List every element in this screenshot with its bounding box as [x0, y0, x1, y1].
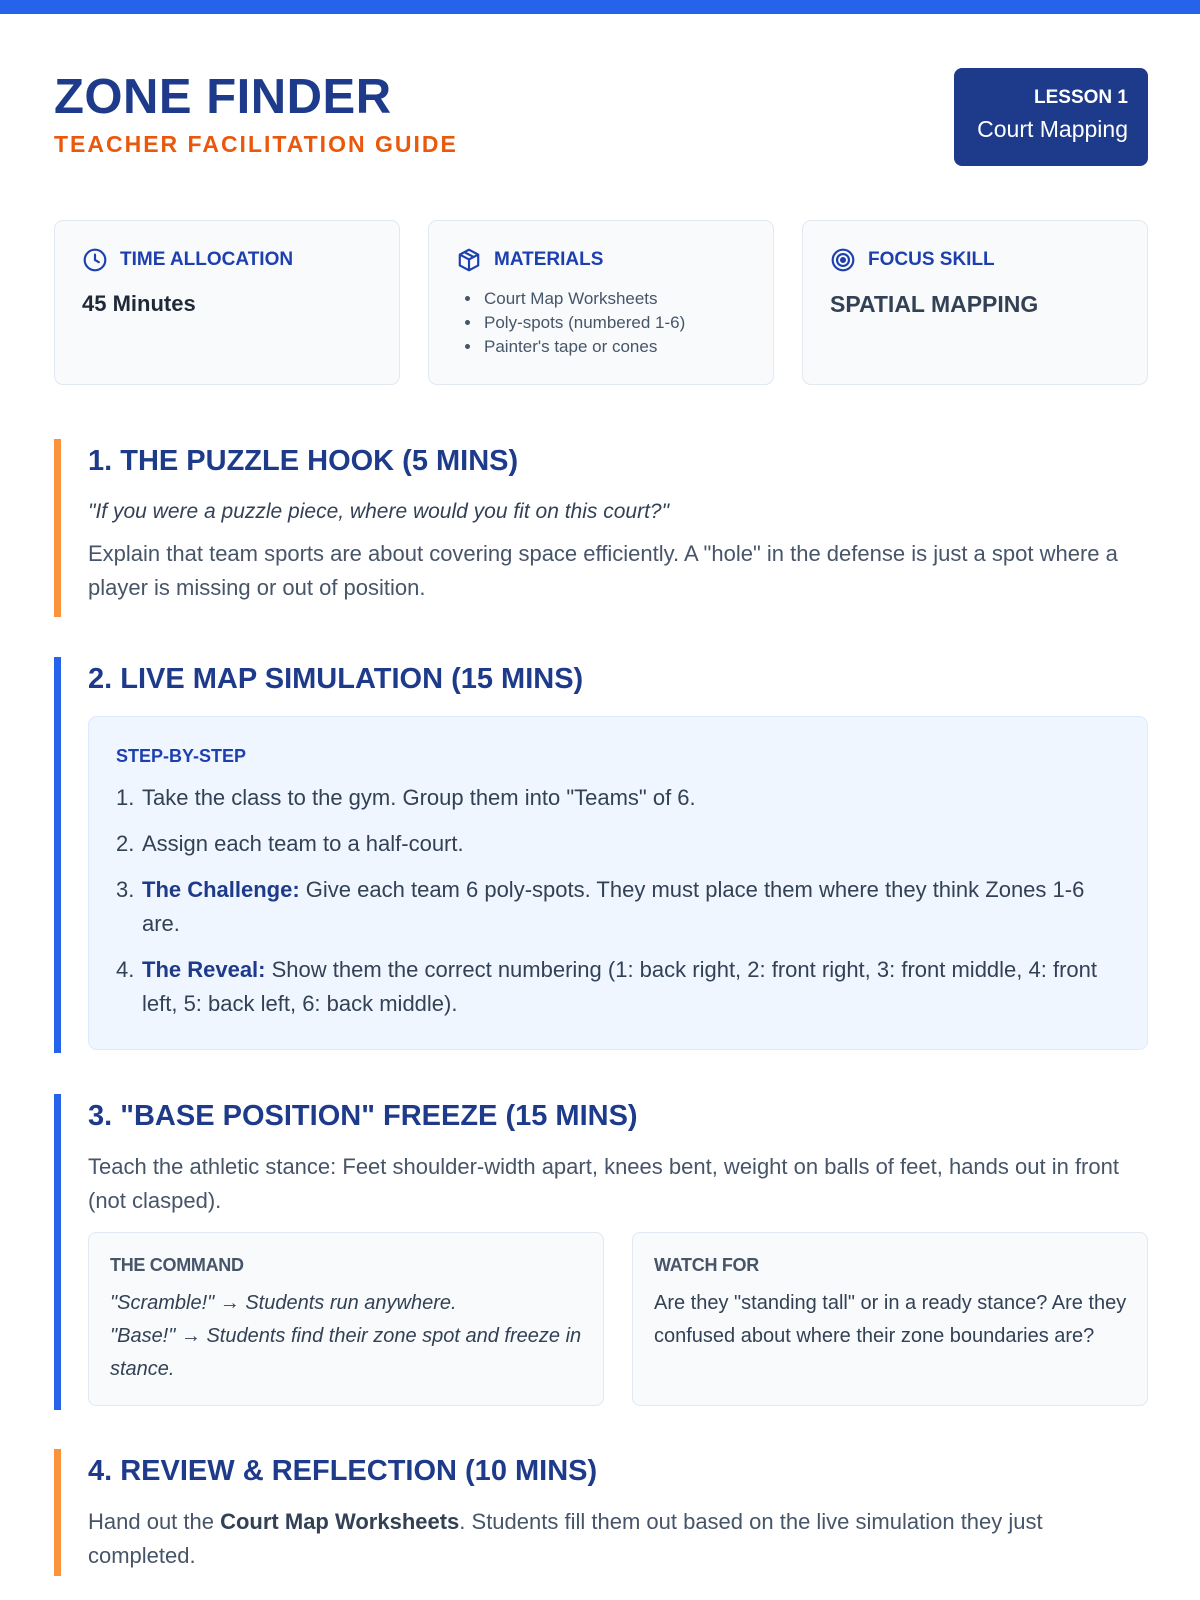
- section-title: 2. LIVE MAP SIMULATION (15 MINS): [88, 663, 584, 695]
- command-label: THE COMMAND: [110, 1255, 244, 1275]
- review-text-bold: Court Map Worksheets: [220, 1509, 460, 1534]
- step-item: [116, 873, 1119, 941]
- clock-icon: [82, 247, 108, 273]
- materials-label: MATERIALS: [494, 249, 604, 270]
- watch-text: Are they "standing tall" or in a ready stance? Are they confused about where their zone boundaries are?: [654, 1292, 1127, 1347]
- steps-label: STEP-BY-STEP: [116, 746, 247, 766]
- step-bold: The Challenge:: [142, 877, 300, 902]
- step-bold: The Reveal:: [142, 957, 266, 982]
- command-text: [110, 1287, 583, 1386]
- hook-quote: "If you were a puzzle piece, where would you fit on this court?": [88, 500, 670, 523]
- step-item: [116, 827, 1119, 861]
- materials-item: • Painter's tape or cones: [482, 335, 746, 359]
- step-number: 3.: [116, 877, 135, 902]
- review-text-after: . Students fill them out based on the live simulation they just completed.: [88, 1509, 1043, 1568]
- step-number: 4.: [116, 957, 135, 982]
- step-number: 2.: [116, 831, 135, 856]
- section-accent-bar: [54, 1449, 61, 1576]
- steps-box: [88, 716, 1148, 1050]
- section-title: 4. REVIEW & REFLECTION (10 MINS): [88, 1455, 598, 1487]
- target-icon: [830, 247, 856, 273]
- page-header: [54, 72, 1148, 172]
- materials-item: • Poly-spots (numbered 1-6): [482, 311, 746, 335]
- lesson-number: LESSON 1: [1034, 87, 1128, 108]
- page-title: ZONE FINDER: [54, 70, 392, 124]
- section-title: 3. "BASE POSITION" FREEZE (15 MINS): [88, 1100, 638, 1132]
- steps-list: [116, 781, 1119, 1021]
- section-text: Explain that team sports are about covering space efficiently. A "hole" in the defense is just a spot where a player is missing or out of position.: [88, 541, 1118, 600]
- lesson-badge: [954, 68, 1148, 166]
- focus-label: FOCUS SKILL: [868, 249, 995, 270]
- lesson-name: Court Mapping: [977, 116, 1128, 142]
- command-line: "Scramble!" → Students run anywhere.: [110, 1292, 457, 1314]
- section-review: [54, 1449, 1148, 1576]
- command-watch-row: [88, 1232, 1148, 1406]
- materials-list: [456, 287, 746, 359]
- time-label: TIME ALLOCATION: [120, 249, 294, 270]
- top-accent-bar: [0, 0, 1200, 14]
- step-number: 1.: [116, 785, 135, 810]
- focus-value: SPATIAL MAPPING: [830, 291, 1039, 317]
- box-icon: [456, 247, 482, 273]
- step-text: Show them the correct numbering (1: back right, 2: front right, 3: front middle, 4: front left, 5: back left, 6: back middle).: [142, 957, 1097, 1016]
- step-item: [116, 953, 1119, 1021]
- section-accent-bar: [54, 439, 61, 617]
- page-subtitle: TEACHER FACILITATION GUIDE: [54, 131, 458, 157]
- materials-item: • Court Map Worksheets: [482, 287, 746, 311]
- section-text: [88, 1505, 1148, 1573]
- command-box: [88, 1232, 604, 1406]
- section-accent-bar: [54, 1094, 61, 1410]
- step-text: Assign each team to a half-court.: [142, 831, 464, 856]
- step-text: Give each team 6 poly-spots. They must place them where they think Zones 1-6 are.: [142, 877, 1085, 936]
- section-live-map: [54, 657, 1148, 1053]
- time-card: [54, 220, 400, 385]
- review-text-before: Hand out the: [88, 1509, 221, 1534]
- materials-card: [428, 220, 774, 385]
- watch-box: [632, 1232, 1148, 1406]
- section-text: Teach the athletic stance: Feet shoulder-width apart, knees bent, weight on balls of feet, hands out in front (not clasped).: [88, 1154, 1119, 1213]
- step-item: [116, 781, 1119, 815]
- section-title: 1. THE PUZZLE HOOK (5 MINS): [88, 445, 519, 477]
- info-cards: [54, 220, 1148, 385]
- section-accent-bar: [54, 657, 61, 1053]
- section-puzzle-hook: [54, 439, 1148, 617]
- focus-card: [802, 220, 1148, 385]
- time-value: 45 Minutes: [82, 291, 196, 316]
- watch-label: WATCH FOR: [654, 1255, 759, 1275]
- section-base-position: [54, 1094, 1148, 1410]
- step-text: Take the class to the gym. Group them into "Teams" of 6.: [142, 785, 696, 810]
- command-line: "Base!" → Students find their zone spot and freeze in stance.: [110, 1325, 582, 1380]
